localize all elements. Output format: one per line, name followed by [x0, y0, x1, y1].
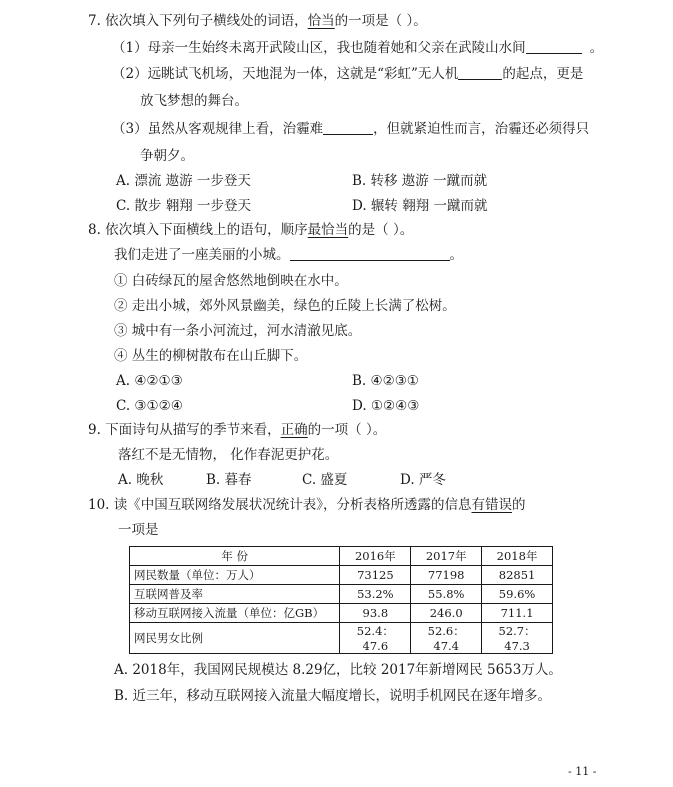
- q10-stem-line2: 一项是: [118, 522, 159, 538]
- q9-option-d[interactable]: D. 严冬: [400, 472, 446, 488]
- table-cell: 246.0: [411, 604, 482, 623]
- q8-item-3: ③ 城中有一条小河流过，河水清澈见底。: [114, 323, 362, 339]
- q8-stem-text: 8. 依次填入下面横线上的语句，顺序: [88, 222, 308, 238]
- q9-poem: 落红不是无情物， 化作春泥更护花。: [118, 447, 339, 463]
- q7-s2-continuation: 放飞梦想的舞台。: [140, 93, 248, 109]
- q10-option-b[interactable]: B. 近三年，移动互联网接入流量大幅度增长，说明手机网民在逐年增多。: [114, 688, 552, 704]
- table-cell: 53.2%: [340, 585, 411, 604]
- internet-stats-table: [129, 546, 553, 654]
- q10-stem-end: 的: [512, 497, 526, 513]
- table-row: [130, 604, 553, 623]
- q9-stem-text: 9. 下面诗句从描写的季节来看，: [88, 422, 281, 438]
- table-cell: 93.8: [340, 604, 411, 623]
- q7-stem-underlined: 恰当: [307, 13, 335, 29]
- q8-option-b[interactable]: B. ④②③①: [352, 373, 419, 389]
- table-cell: 网民男女比例: [130, 623, 340, 654]
- q7-option-d[interactable]: D. 辗转 翱翔 一蹴而就: [352, 198, 488, 214]
- q7-s3-end: ，但就紧迫性而言，治霾还必须得只: [373, 121, 590, 137]
- table-cell: 59.6%: [482, 585, 553, 604]
- table-row: [130, 623, 553, 654]
- table-cell: 52.4：47.6: [340, 623, 411, 654]
- q7-s3-text: （3）虽然从客观规律上看，治霾难: [112, 121, 324, 137]
- q10-stem-text: 10. 读《中国互联网络发展状况统计表》，分析表格所透露的信息: [88, 497, 472, 513]
- q9-option-c[interactable]: C. 盛夏: [302, 472, 348, 488]
- q7-stem-end: 的一项是（ ）。: [334, 13, 427, 29]
- q9-stem: [88, 421, 386, 439]
- table-header-cell: 2017年: [411, 547, 482, 566]
- table-cell: 网民数量（单位：万人）: [130, 566, 340, 585]
- q10-option-a[interactable]: A. 2018年，我国网民规模达 8.29亿，比较 2017年新增网民 5653万人。: [114, 662, 562, 678]
- q7-s3-blank[interactable]: [323, 120, 373, 135]
- q8-lead: [114, 246, 463, 264]
- table-cell: 互联网普及率: [130, 585, 340, 604]
- table-cell: 77198: [411, 566, 482, 585]
- q9-stem-end: 的一项（ ）。: [307, 422, 387, 438]
- q7-s2-text: （2）远眺试飞机场，天地混为一体，这就是“彩虹”无人机: [112, 66, 459, 82]
- q7-s1-blank[interactable]: [526, 39, 582, 54]
- q7-sentence-3: [112, 120, 589, 138]
- q8-option-c[interactable]: C. ③①②④: [116, 398, 183, 414]
- table-header-row: [130, 547, 553, 566]
- q7-s3-continuation: 争朝夕。: [140, 148, 194, 164]
- q7-option-a[interactable]: A. 漂流 遨游 一步登天: [116, 173, 251, 189]
- q7-s1-text: （1）母亲一生始终未离开武陵山区，我也随着她和父亲在武陵山水间: [112, 40, 526, 56]
- q7-s2-blank[interactable]: [458, 65, 502, 80]
- q7-option-c[interactable]: C. 散步 翱翔 一步登天: [116, 198, 252, 214]
- q7-sentence-1: [112, 39, 603, 57]
- q7-stem: [88, 12, 427, 30]
- q8-blank[interactable]: [290, 246, 450, 261]
- table-cell: 82851: [482, 566, 553, 585]
- page-number: - 11 -: [568, 765, 597, 778]
- q8-option-a[interactable]: A. ④②①③: [116, 373, 183, 389]
- q8-option-d[interactable]: D. ①②④③: [352, 398, 420, 414]
- q8-lead-text: 我们走进了一座美丽的小城。: [114, 247, 290, 263]
- table-header-cell: 年 份: [130, 547, 340, 566]
- q10-stem: [88, 496, 526, 514]
- table-row: [130, 585, 553, 604]
- table-cell: 55.8%: [411, 585, 482, 604]
- q9-option-a[interactable]: A. 晚秋: [118, 472, 164, 488]
- q8-item-4: ④ 丛生的柳树散布在山丘脚下。: [114, 348, 308, 364]
- q8-stem-end: 的是（ ）。: [348, 222, 414, 238]
- q10-stem-underlined: 有错误: [471, 497, 513, 513]
- q8-lead-end: 。: [449, 247, 463, 263]
- table-header-cell: 2016年: [340, 547, 411, 566]
- q8-item-2: ② 走出小城，郊外风景幽美，绿色的丘陵上长满了松树。: [114, 298, 456, 314]
- table-cell: 52.7：47.3: [482, 623, 553, 654]
- q7-s2-end: 的起点，更是: [502, 66, 584, 82]
- q9-stem-underlined: 正确: [280, 422, 308, 438]
- q9-option-b[interactable]: B. 暮春: [206, 472, 252, 488]
- q8-stem-underlined: 最恰当: [307, 222, 349, 238]
- table-cell: 711.1: [482, 604, 553, 623]
- table-cell: 73125: [340, 566, 411, 585]
- q8-item-1: ① 白砖绿瓦的屋舍悠然地倒映在水中。: [114, 273, 348, 289]
- table-row: [130, 566, 553, 585]
- table-cell: 移动互联网接入流量（单位：亿GB）: [130, 604, 340, 623]
- q8-stem: [88, 221, 413, 239]
- table-cell: 52.6：47.4: [411, 623, 482, 654]
- q7-s1-end: 。: [589, 40, 604, 56]
- q7-option-b[interactable]: B. 转移 遨游 一蹴而就: [352, 173, 488, 189]
- q7-sentence-2: [112, 65, 583, 83]
- table-header-cell: 2018年: [482, 547, 553, 566]
- q7-stem-text: 7. 依次填入下列句子横线处的词语，: [88, 13, 308, 29]
